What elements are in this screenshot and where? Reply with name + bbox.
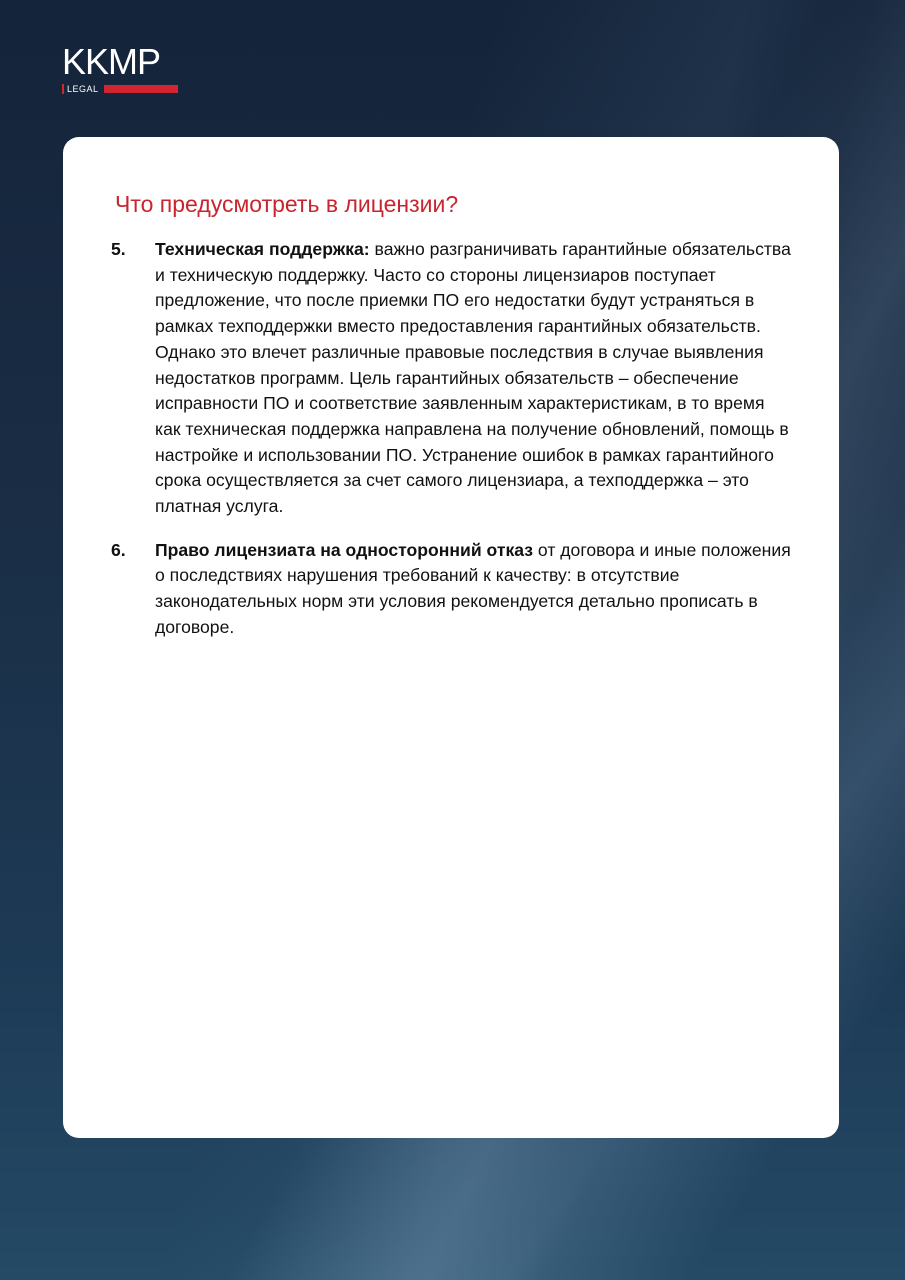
content-card [63, 137, 839, 1138]
list-item [111, 538, 791, 641]
item-bold-lead: Техническая поддержка: [155, 239, 370, 259]
kkmp-logo [62, 41, 178, 94]
item-text [155, 237, 791, 520]
item-number: 6. [111, 539, 126, 560]
item-body: от договора и иные положения о последствиях нарушения требований к качеству: в отсутствие законодательных норм эти условия рекомендуется детально прописать в договоре. [155, 539, 791, 637]
item-text [155, 538, 791, 641]
page-title: Что предусмотреть в лицензии? [115, 191, 459, 217]
logo-red-stripe [104, 85, 178, 93]
logo-bar [62, 84, 178, 94]
recommendation-list [111, 237, 791, 659]
item-bold-lead: Право лицензиата на односторонний отказ [155, 539, 534, 560]
item-body: важно разграничивать гарантийные обязательства и техническую поддержку. Часто со стороны лицензиаров поступает предложение, что после приемки ПО его недостатки будут устраняться в рамках техподдержки вместо предоставления гарантийных обязательств. Однако это влечет различные правовые последствия в случае выявления недостатков программ. Цель гарантийных обязательств – обеспечение исправности ПО и соответствие заявленным характеристикам, в то время как техническая поддержка направлена на получение обновлений, помощь в настройке и использовании ПО. Устранение ошибок в рамках гарантийного срока осуществляется за счет самого лицензиара, а техподдержка – это платная услуга. [155, 239, 791, 517]
item-number: 5. [111, 239, 126, 259]
list-item [111, 237, 791, 520]
logo-wordmark: KKMP [62, 41, 161, 82]
logo-legal-label: LEGAL [62, 84, 104, 94]
